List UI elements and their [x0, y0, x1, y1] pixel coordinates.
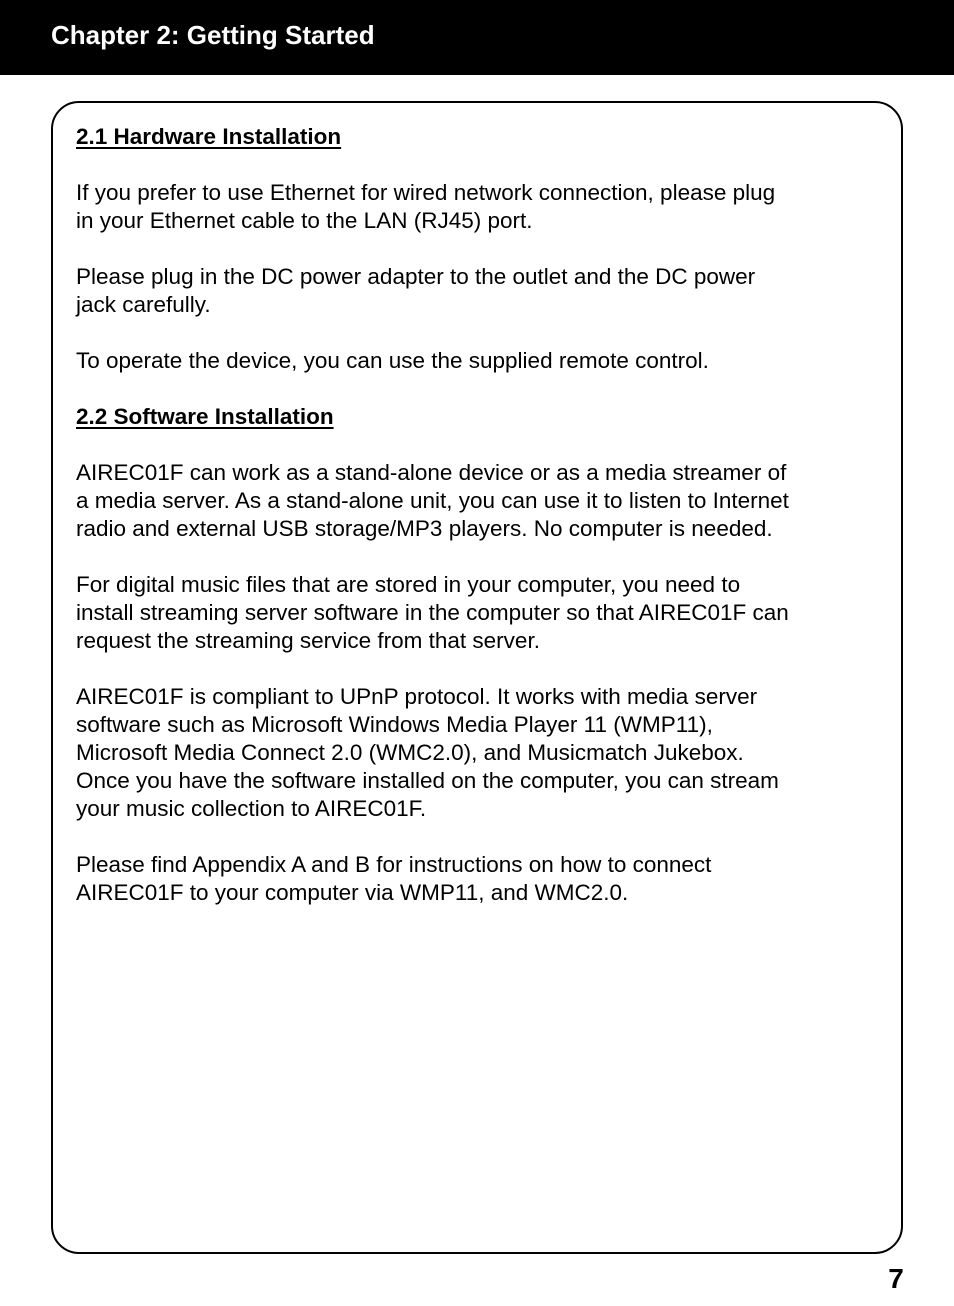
paragraph-streaming-server: For digital music files that are stored in your computer, you need to install streaming server software in the computer so that AIREC01F can request the streaming service from that server. — [76, 572, 789, 653]
section-heading-software: 2.2 Software Installation — [76, 404, 334, 429]
paragraph-appendix: Please find Appendix A and B for instructions on how to connect AIREC01F to your computer via WMP11, and WMC2.0. — [76, 852, 712, 905]
paragraph-standalone: AIREC01F can work as a stand-alone device or as a media streamer of a media server. As a stand-alone unit, you can use it to listen to Internet radio and external USB storage/MP3 players. No computer is needed. — [76, 460, 789, 541]
chapter-title: Chapter 2: Getting Started — [51, 20, 375, 50]
paragraph-upnp: AIREC01F is compliant to UPnP protocol. It works with media server software such as Microsoft Windows Media Player 11 (WMP11), Microsoft Media Connect 2.0 (WMC2.0), and Musicmatch Jukebox. Once you have the software installed on the computer, you can stream your music collection to AIREC01F. — [76, 684, 779, 821]
paragraph-remote: To operate the device, you can use the supplied remote control. — [76, 348, 709, 373]
content-body — [76, 123, 876, 907]
section-heading-hardware: 2.1 Hardware Installation — [76, 124, 342, 149]
chapter-header-bar — [0, 0, 954, 75]
paragraph-ethernet: If you prefer to use Ethernet for wired network connection, please plug in your Ethernet cable to the LAN (RJ45) port. — [76, 180, 776, 233]
paragraph-power: Please plug in the DC power adapter to the outlet and the DC power jack carefully. — [76, 264, 756, 317]
page-number: 7 — [888, 1263, 904, 1294]
content-box — [51, 101, 903, 1254]
